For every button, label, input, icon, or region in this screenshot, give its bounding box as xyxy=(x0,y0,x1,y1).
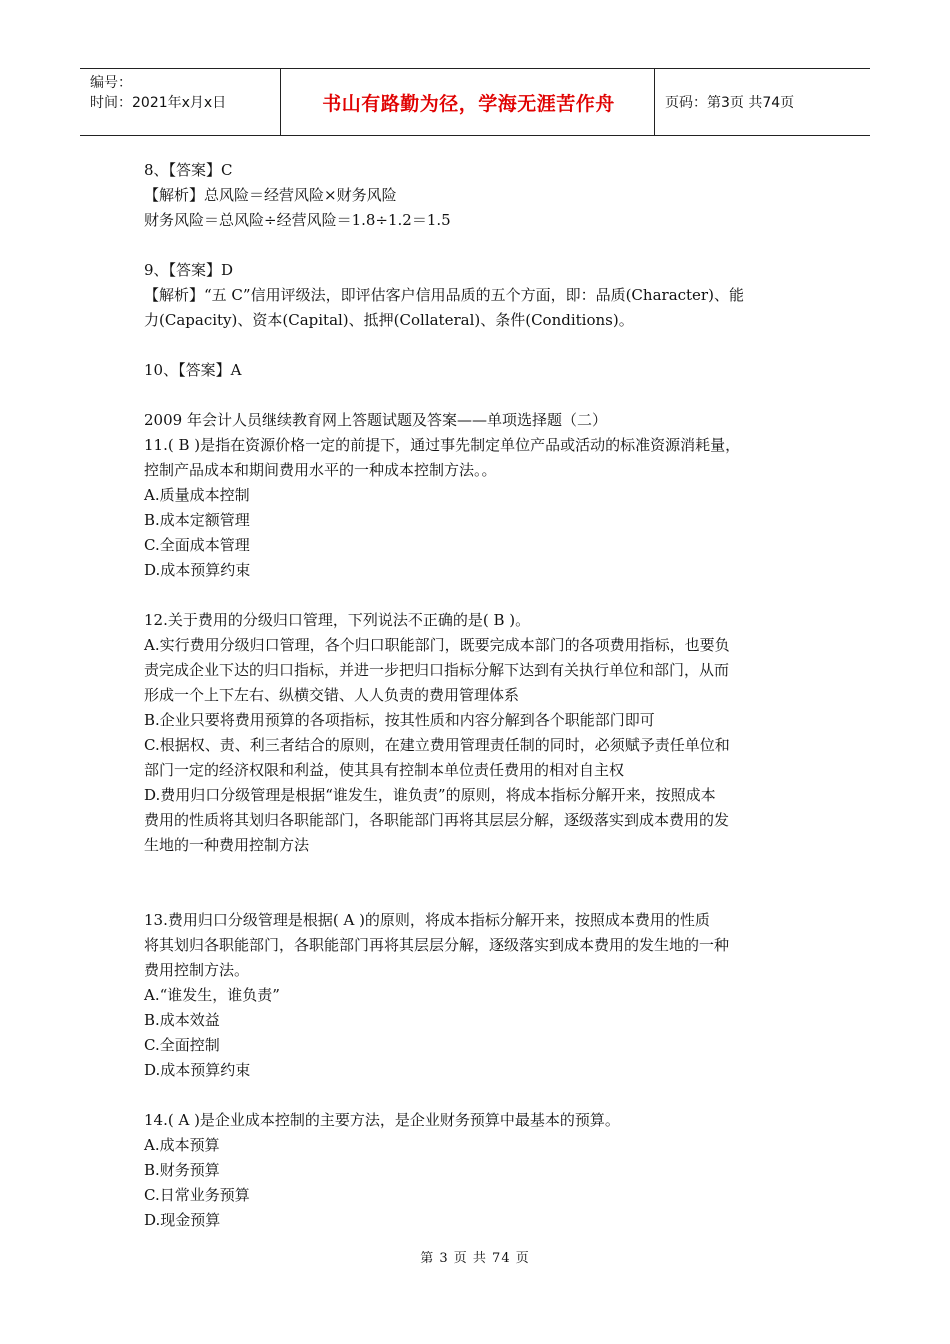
text-line: 【解析】“五 C”信用评级法，即评估客户信用品质的五个方面，即：品质(Character)、能 xyxy=(144,286,744,304)
text-line: 力(Capacity)、资本(Capital)、抵押(Collateral)、条件(Conditions)。 xyxy=(144,311,634,329)
text-line: 12.关于费用的分级归口管理，下列说法不正确的是( B )。 xyxy=(144,611,531,629)
document-body xyxy=(144,158,812,1233)
text-line: B.企业只要将费用预算的各项指标，按其性质和内容分解到各个职能部门即可 xyxy=(144,711,655,729)
text-line: 财务风险＝总风险÷经营风险＝1.8÷1.2＝1.5 xyxy=(144,211,451,229)
text-line: 形成一个上下左右、纵横交错、人人负责的费用管理体系 xyxy=(144,686,520,704)
text-line: 费用控制方法。 xyxy=(144,961,250,979)
text-line: A.实行费用分级归口管理，各个归口职能部门，既要完成本部门的各项费用指标，也要负 xyxy=(144,636,730,654)
text-line: 14.( A )是企业成本控制的主要方法，是企业财务预算中最基本的预算。 xyxy=(144,1111,620,1129)
text-line: D.现金预算 xyxy=(144,1211,221,1229)
blank-line xyxy=(144,233,812,258)
text-line: 部门一定的经济权限和利益，使其具有控制本单位责任费用的相对自主权 xyxy=(144,761,625,779)
blank-line xyxy=(144,883,812,908)
header-divider xyxy=(280,69,281,135)
text-line: 2009 年会计人员继续教育网上答题试题及答案——单项选择题（二） xyxy=(144,411,607,429)
header-page-code: 页码：第3页 共74页 xyxy=(665,95,795,111)
text-line: B.财务预算 xyxy=(144,1161,220,1179)
page-header xyxy=(80,68,870,136)
text-line: B.成本效益 xyxy=(144,1011,220,1029)
text-line: A.成本预算 xyxy=(144,1136,220,1154)
header-left xyxy=(90,73,226,113)
text-line: C.日常业务预算 xyxy=(144,1186,250,1204)
text-line: C.根据权、责、利三者结合的原则，在建立费用管理责任制的同时，必须赋予责任单位和 xyxy=(144,736,730,754)
blank-line xyxy=(144,1083,812,1108)
text-line: D.费用归口分级管理是根据“谁发生，谁负责”的原则，将成本指标分解开来，按照成本 xyxy=(144,786,716,804)
text-line: D.成本预算约束 xyxy=(144,1061,251,1079)
document-number-label: 编号： xyxy=(90,75,132,91)
text-line: C.全面控制 xyxy=(144,1036,220,1054)
text-line: 将其划归各职能部门，各职能部门再将其层层分解，逐级落实到成本费用的发生地的一种 xyxy=(144,936,730,954)
text-line: 【解析】总风险＝经营风险×财务风险 xyxy=(144,186,397,204)
text-line: 8、【答案】C xyxy=(144,161,233,179)
text-line: 责完成企业下达的归口指标，并进一步把归口指标分解下达到有关执行单位和部门，从而 xyxy=(144,661,730,679)
text-line: B.成本定额管理 xyxy=(144,511,250,529)
text-line: 生地的一种费用控制方法 xyxy=(144,836,310,854)
page-footer: 第 3 页 共 74 页 xyxy=(420,1251,530,1266)
text-line: 13.费用归口分级管理是根据( A )的原则，将成本指标分解开来，按照成本费用的性质 xyxy=(144,911,710,929)
text-line: 9、【答案】D xyxy=(144,261,234,279)
text-line: C.全面成本管理 xyxy=(144,536,250,554)
text-line: D.成本预算约束 xyxy=(144,561,251,579)
text-line: A.质量成本控制 xyxy=(144,486,250,504)
text-line: A.“谁发生，谁负责” xyxy=(144,986,280,1004)
header-motto: 书山有路勤为径，学海无涯苦作舟 xyxy=(322,92,615,115)
blank-line xyxy=(144,383,812,408)
text-line: 费用的性质将其划归各职能部门，各职能部门再将其层层分解，逐级落实到成本费用的发 xyxy=(144,811,730,829)
document-time-label: 时间：2021年x月x日 xyxy=(90,95,227,111)
blank-line xyxy=(144,333,812,358)
text-line: 11.( B )是指在资源价格一定的前提下，通过事先制定单位产品或活动的标准资源消耗量， xyxy=(144,436,741,454)
text-line: 控制产品成本和期间费用水平的一种成本控制方法。。 xyxy=(144,461,497,479)
blank-line xyxy=(144,583,812,608)
text-line: 10、【答案】A xyxy=(144,361,242,379)
header-divider xyxy=(654,69,655,135)
blank-line xyxy=(144,858,812,883)
